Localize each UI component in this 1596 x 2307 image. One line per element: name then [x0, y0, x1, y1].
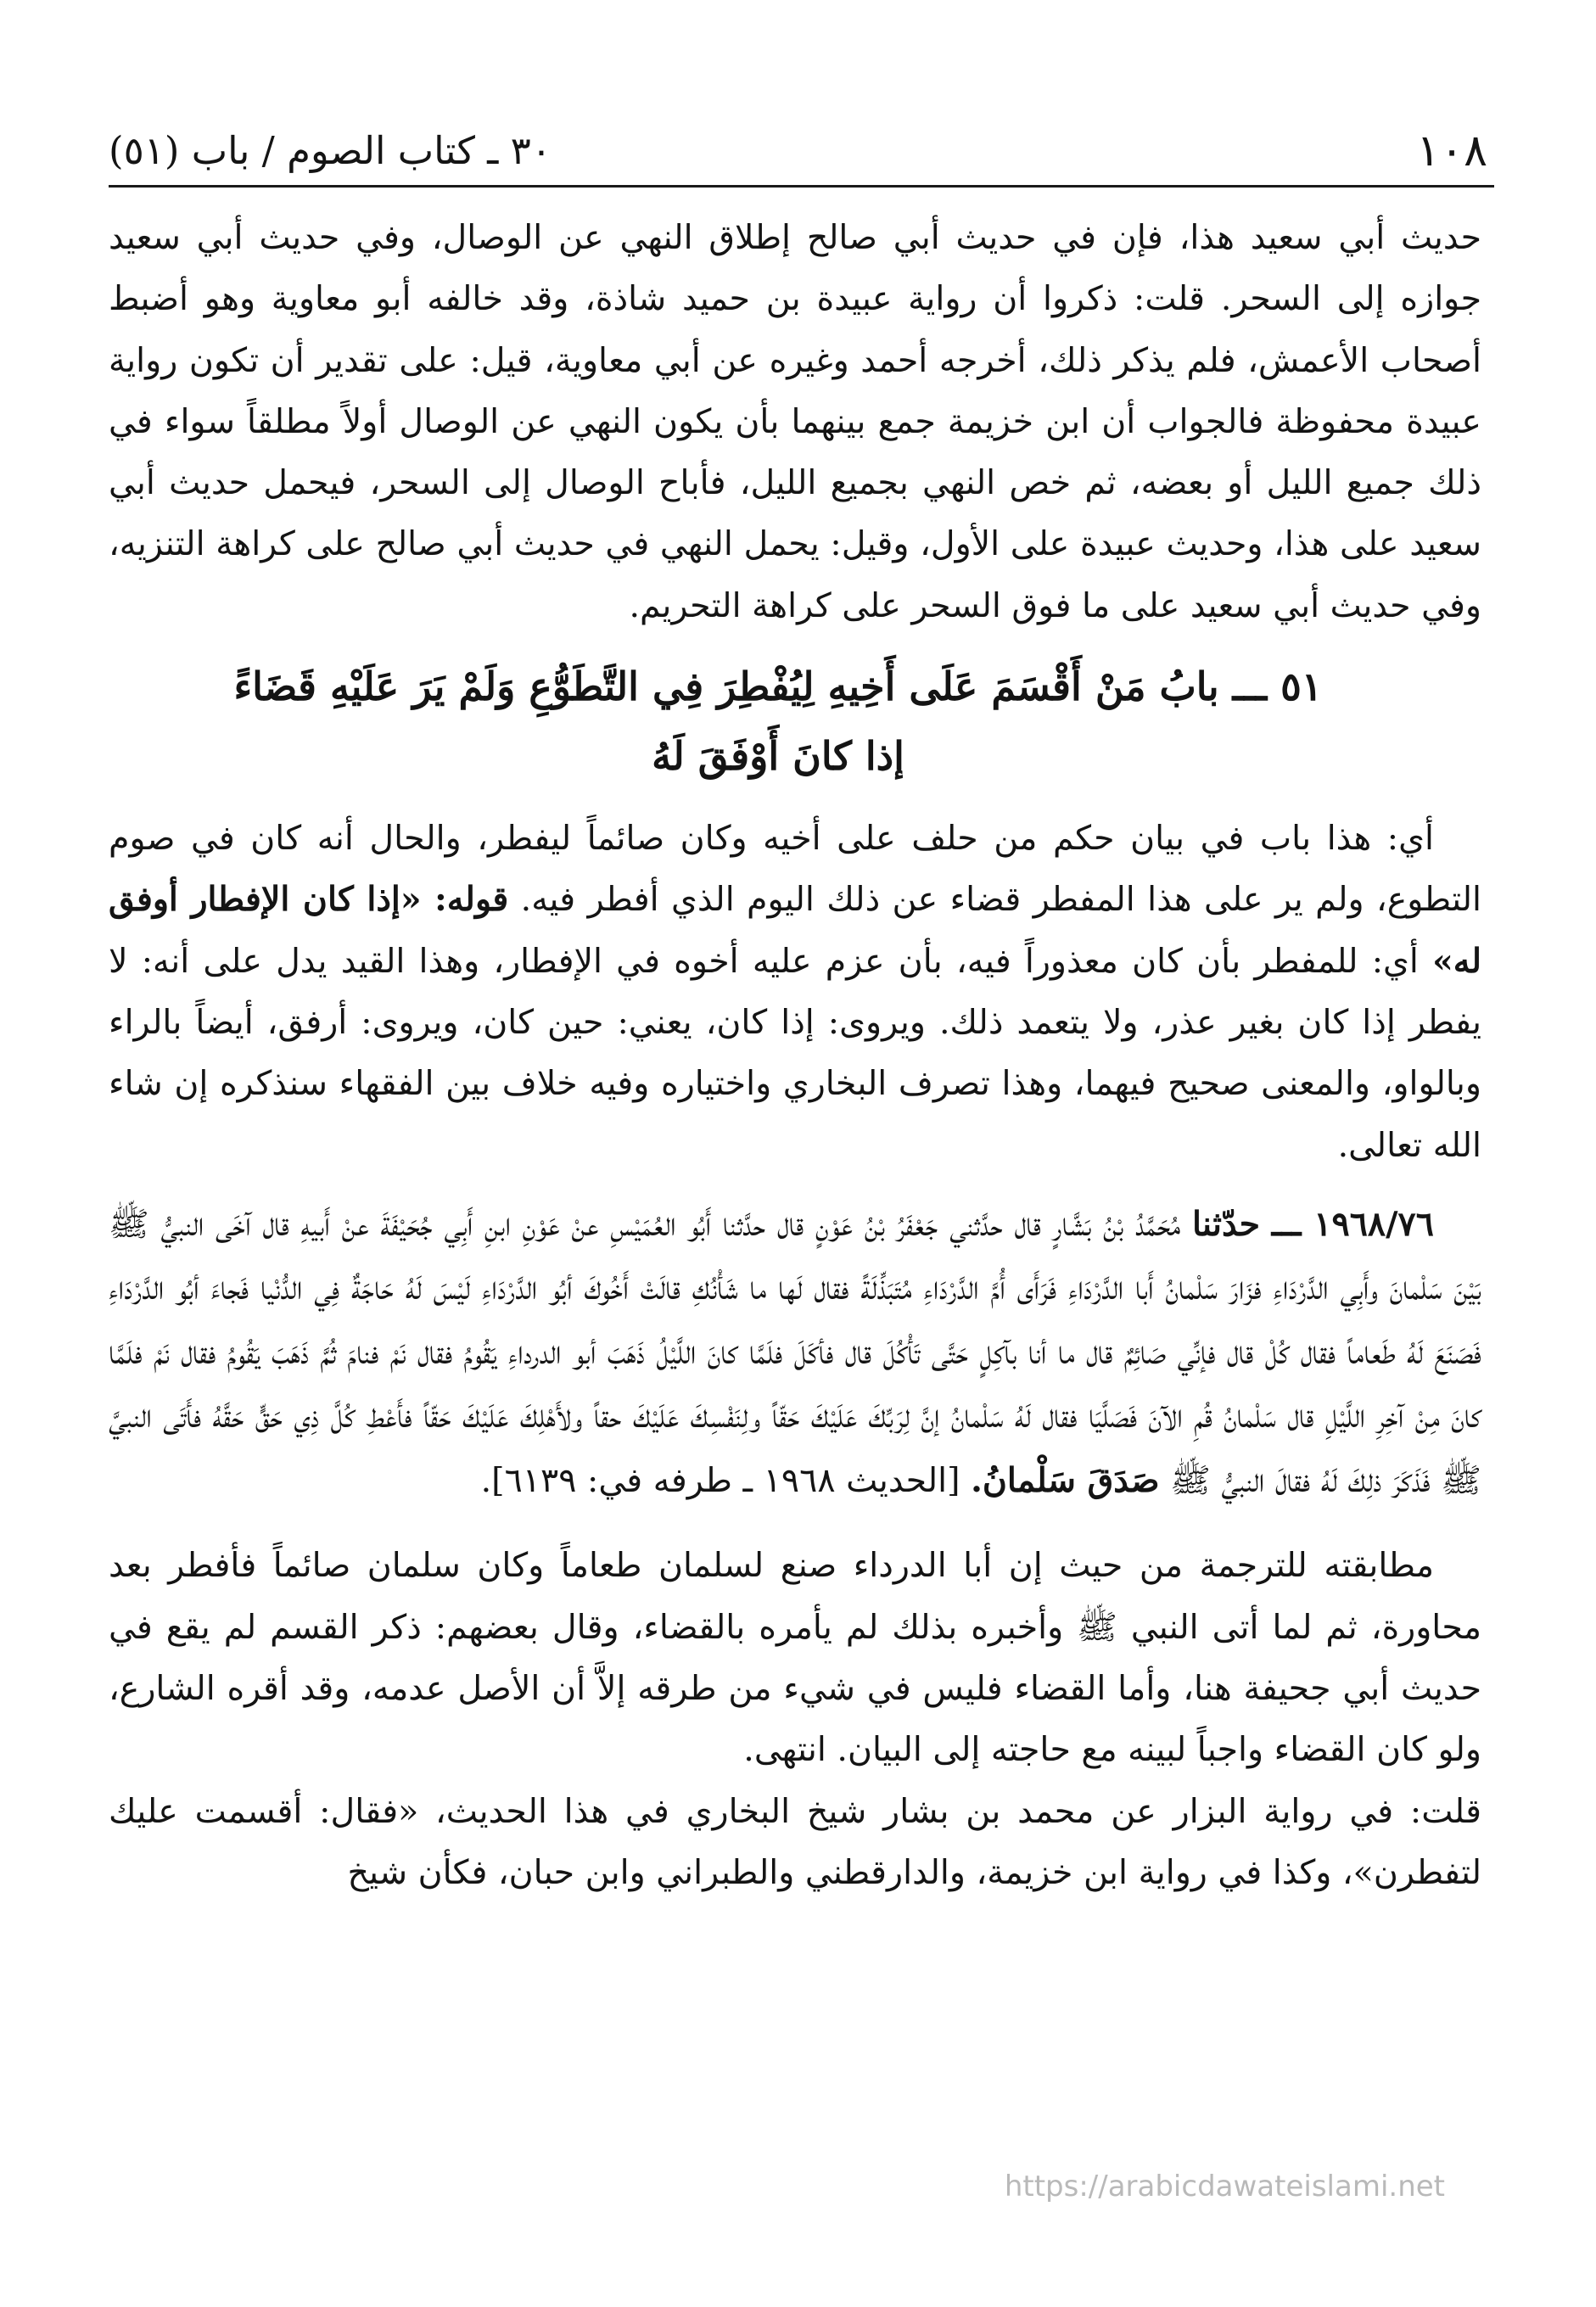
running-title: ٣٠ ـ كتاب الصوم / باب (٥١) — [109, 128, 552, 173]
commentary-paragraph: قلت: في رواية البزار عن محمد بن بشار شيخ البخاري في هذا الحديث، «فقال: أقسمت عليك لتفطرن»، وكذا في رواية ابن خزيمة، والدارقطني والطبراني وابن حبان، فكأن شيخ — [109, 1791, 1481, 1892]
explanation-text: أي: هذا باب في بيان حكم من حلف على أخيه وكان صائماً ليفطر، والحال أنه كان في صوم التطوع، ولم ير على هذا المفطر قضاء عن ذلك اليوم الذي أفطر فيه. — [109, 819, 1481, 920]
commentary-paragraph: حديث أبي سعيد هذا، فإن في حديث أبي صالح إطلاق النهي عن الوصال، وفي حديث أبي سعيد جوازه إلى السحر. قلت: ذكروا أن رواية عبيدة بن حميد شاذة، وقد خالفه أبو معاوية وهو أضبط أصحاب الأعمش، فلم يذكر ذلك، أخرجه أحمد وغيره عن أبي معاوية، قيل: على تقدير أن تكون رواية عبيدة محفوظة فالجواب أن ابن خزيمة جمع بينهما بأن يكون النهي عن الوصال أولاً مطلقاً سواء في ذلك جميع الليل أو بعضه، ثم خص النهي بجميع الليل، فأباح الوصال إلى السحر، فيحمل حديث أبي سعيد على هذا، وحديث عبيدة على الأول، وقيل: يحمل النهي في حديث أبي صالح على كراهة التنزيه، وفي حديث أبي سعيد على ما فوق السحر على كراهة التحريم. — [109, 218, 1481, 625]
page-content — [109, 207, 1481, 1903]
chapter-heading-line2: إذا كانَ أَوْفَقَ لَهُ — [652, 733, 904, 780]
page-number: ١٠٨ — [1416, 126, 1487, 176]
chapter-heading — [109, 652, 1448, 791]
commentary-paragraph — [109, 808, 1481, 1176]
hadith-reference: [الحديث ١٩٦٨ ـ طرفه في: ٦١٣٩]. — [480, 1460, 960, 1500]
hadith-final-statement: صَدَقَ سَلْمانُ. — [971, 1460, 1160, 1500]
header-rule — [109, 185, 1494, 188]
hadith-text: مُحَمَّدُ بْنُ بَشَّارٍ قال حدَّثني جَعْفَرُ بْنُ عَوْنٍ قال حدَّثنا أَبُو العُمَيْسِ عنْ عَوْنِ ابنِ أَبِي جُحَيْفَةَ عنْ أَبيهِ قال آخَى النبيُّ ﷺ بَيْنَ سَلْمانَ وأَبِي الدَّرْدَاءِ فزَارَ سَلْمانُ أَبا الدَّرْدَاءِ فَرَأَى أُمَّ الدَّرْدَاءِ مُتَبَذِّلَةً فقال لَها ما شَأْنُكِ قالَتْ أَخُوكَ أبُو الدَّرْدَاءِ لَيْسَ لَهُ حَاجَةٌ فِي الدُّنْيا فَجاءَ أبُو الدَّرْدَاءِ فَصَنَعَ لَهُ طَعاماً فقال كُلْ قال فإنِّي صَائِمٌ قال ما أنا بآكِلٍ حَتَّى تَأْكُلَ قال فأكَلَ فلَمَّا كانَ اللَّيْلُ ذَهَبَ أبو الدرداءِ يَقُومُ فقال نَمْ فنامَ ثُمَّ ذَهَبَ يَقُومُ فقال نَمْ فلَمَّا كانَ مِنْ آخِرِ اللَّيْلِ قال سَلْمانُ قُمِ الآنَ فَصَلَّيَا فقال لَهُ سَلْمانُ إنَّ لِرَبِّكَ عَلَيْكَ حَقّاً ولِنَفْسِكَ عَلَيْكَ حقاً ولأَهْلِكَ عَلَيْكَ حَقّاً فأَعْطِ كُلَّ ذِي حَقٍّ حَقَّهُ فأَتَى النبيَّ ﷺ فَذَكَرَ ذلِكَ لَهُ فقالَ النبيُّ ﷺ — [109, 1204, 1481, 1500]
hadith-block — [109, 1193, 1481, 1514]
chapter-heading-line1: ٥١ ـــ بابُ مَنْ أَقْسَمَ عَلَى أَخِيهِ لِيُفْطِرَ فِي التَّطَوُّعِ وَلَمْ يَرَ عَلَيْهِ قَضَاءً — [233, 664, 1323, 710]
commentary-paragraph: مطابقته للترجمة من حيث إن أبا الدرداء صنع لسلمان طعاماً وكان سلمان صائماً فأفطر بعد محاورة، ثم لما أتى النبي ﷺ وأخبره بذلك لم يأمره بالقضاء، وقال بعضهم: ذكر القسم لم يقع في حديث أبي جحيفة هنا، وأما القضاء فليس في شيء من طرقه إلاَّ أن الأصل عدمه، وقد أقره الشارع، ولو كان القضاء واجباً لبينه مع حاجته إلى البيان. انتهى. — [109, 1546, 1481, 1770]
qawluhu-label: قوله: «إذا كان الإفطار أوفق له» — [109, 880, 1481, 981]
spacer — [109, 1513, 1481, 1535]
hadith-number: ١٩٦٨/٧٦ ـــ — [1271, 1204, 1434, 1244]
explanation-text: أي: للمفطر بأن كان معذوراً فيه، بأن عزم عليه أخوه في الإفطار، وهذا القيد يدل على أنه: لا يفطر إذا كان بغير عذر، ولا يتعمد ذلك. ويروى: إذا كان، يعني: حين كان، ويروى: أرفق، أيضاً بالراء وبالواو، والمعنى صحيح فيهما، وهذا تصرف البخاري واختياره وفيه خلاف بين الفقهاء سنذكره إن شاء الله تعالى. — [109, 941, 1481, 1165]
page-header — [109, 117, 1487, 185]
haddathana-label: حدّثنا — [1192, 1204, 1261, 1244]
watermark-url: https://arabicdawateislami.net — [1004, 2170, 1445, 2203]
